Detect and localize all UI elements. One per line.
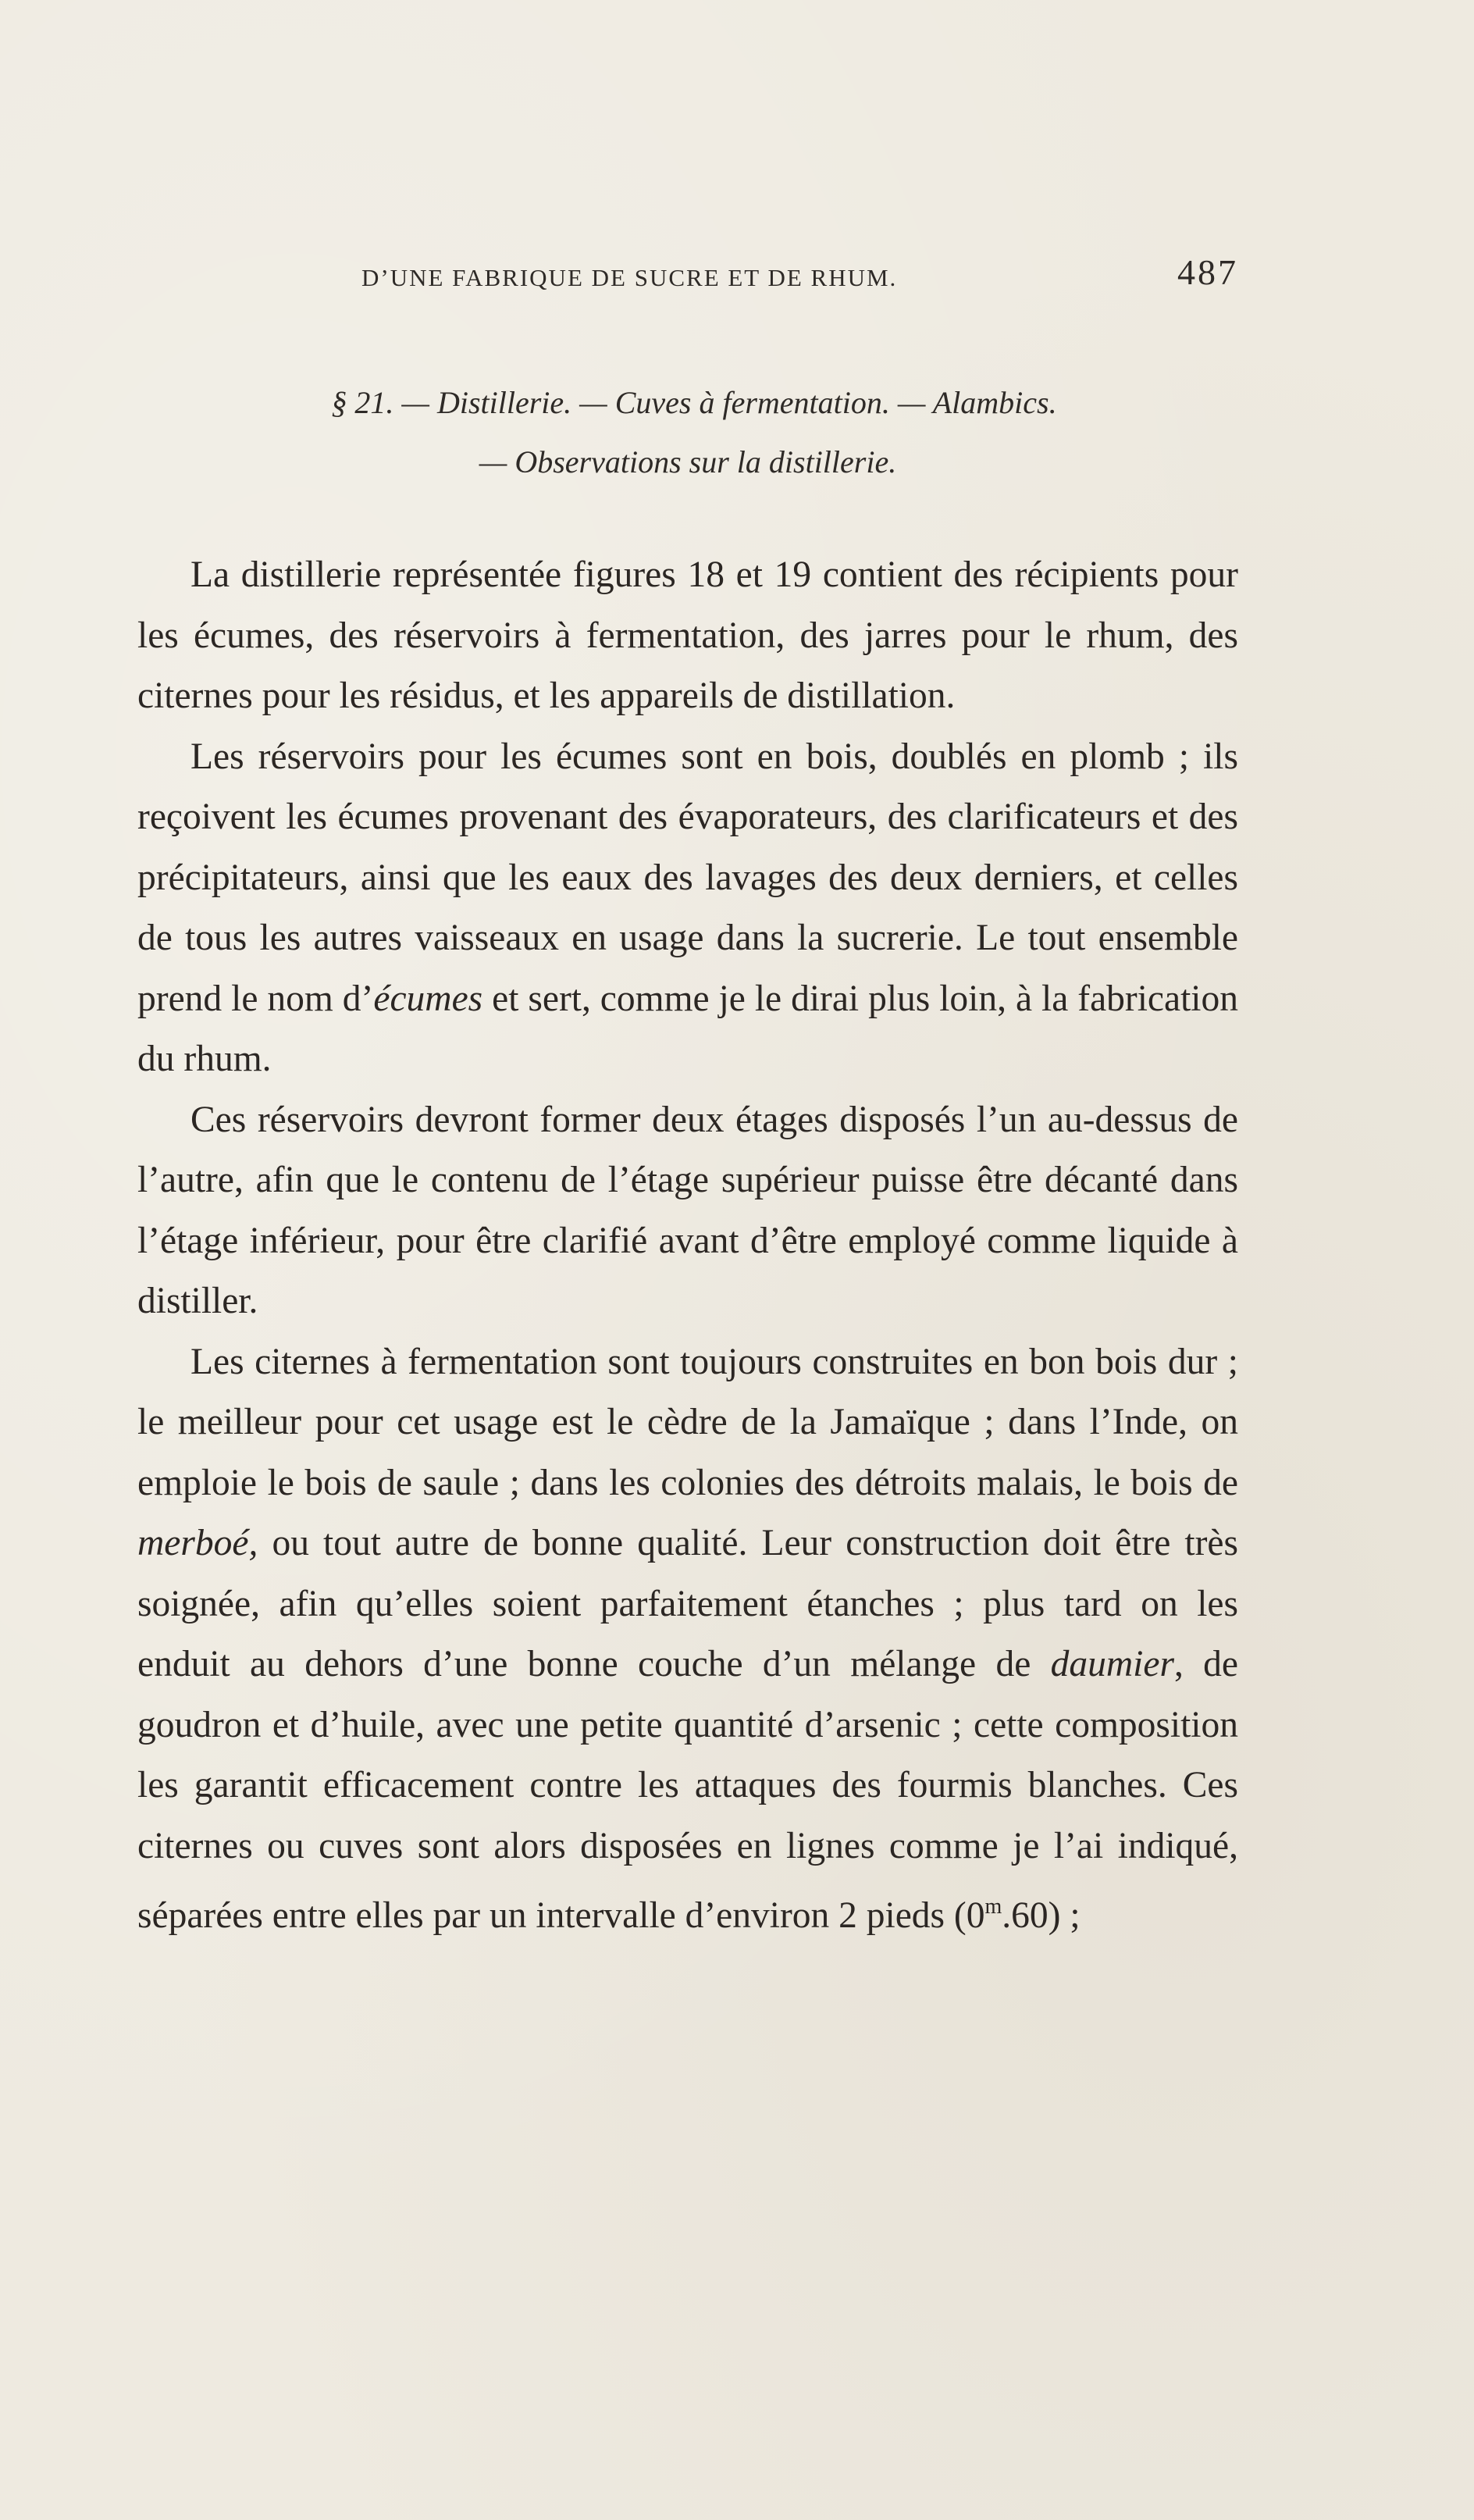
paragraph-4-text-c: , de goudron et d’huile, avec une petite quantité d’arsenic ; cette composition les garantit efficacement contre les attaques des fourmis blanches. Ces citernes ou cuves sont alors disposées en lignes comme je l’ai indiqué, séparées entre elles par un intervalle d’environ 2 pieds (0 xyxy=(137,1644,1238,1936)
paragraph-4-text-d: .60) ; xyxy=(1002,1895,1081,1936)
paragraph-3-text: Ces réservoirs devront former deux étages disposés l’un au-dessus de l’autre, afin que le contenu de l’étage supérieur puisse être décanté dans l’étage inférieur, pour être clarifié avant d’être employé comme liquide à distiller. xyxy=(137,1099,1238,1321)
paragraph-4-emphasis-2: daumier xyxy=(1050,1644,1174,1684)
section-heading xyxy=(137,373,1238,492)
section-heading-line-2: — Observations sur la distillerie. xyxy=(479,444,897,479)
paragraph-4 xyxy=(137,1332,1238,1947)
paragraph-4-text-b: ou tout autre de bonne qualité. Leur construction doit être très soignée, afin qu’elles soient parfaitement étanches ; plus tard on les enduit au dehors d’une bonne couche d’un mélange de xyxy=(137,1523,1238,1684)
paragraph-1 xyxy=(137,545,1238,727)
page-number: 487 xyxy=(1177,252,1238,292)
paragraph-2-text-b: et sert, comme je le dirai plus loin, à la fabrication du rhum. xyxy=(137,978,1238,1079)
paragraph-1-text: La distillerie représentée figures 18 et 19 contient des récipients pour les écumes, des réservoirs à fermentation, des jarres pour le rhum, des citernes pour les résidus, et les appareils de distillation. xyxy=(137,554,1238,716)
paragraph-2-text-a: Les réservoirs pour les écumes sont en bois, doublés en plomb ; ils reçoivent les écumes provenant des évaporateurs, des clarificateurs et des précipitateurs, ainsi que les eaux des lavages des deux derniers, et celles de tous les autres vaisseaux en usage dans la sucrerie. Le tout ensemble prend le nom d’ xyxy=(137,736,1238,1019)
section-heading-line-1: § 21. — Distillerie. — Cuves à fermentation. — Alambics. xyxy=(331,385,1057,420)
running-head xyxy=(137,251,1238,298)
paragraph-4-emphasis-1: merboé, xyxy=(137,1523,258,1563)
paragraph-2 xyxy=(137,727,1238,1090)
paragraph-4-text-a: Les citernes à fermentation sont toujours construites en bon bois dur ; le meilleur pour cet usage est le cèdre de la Jamaïque ; dans l’Inde, on emploie le bois de saule ; dans les colonies des détroits malais, le bois de xyxy=(137,1341,1238,1503)
running-title: D’UNE FABRIQUE DE SUCRE ET DE RHUM. xyxy=(361,264,898,291)
paragraph-4-superscript: m xyxy=(984,1894,1002,1919)
paragraph-2-emphasis: écumes xyxy=(373,978,483,1019)
body-text xyxy=(137,545,1238,1947)
paragraph-3 xyxy=(137,1090,1238,1332)
